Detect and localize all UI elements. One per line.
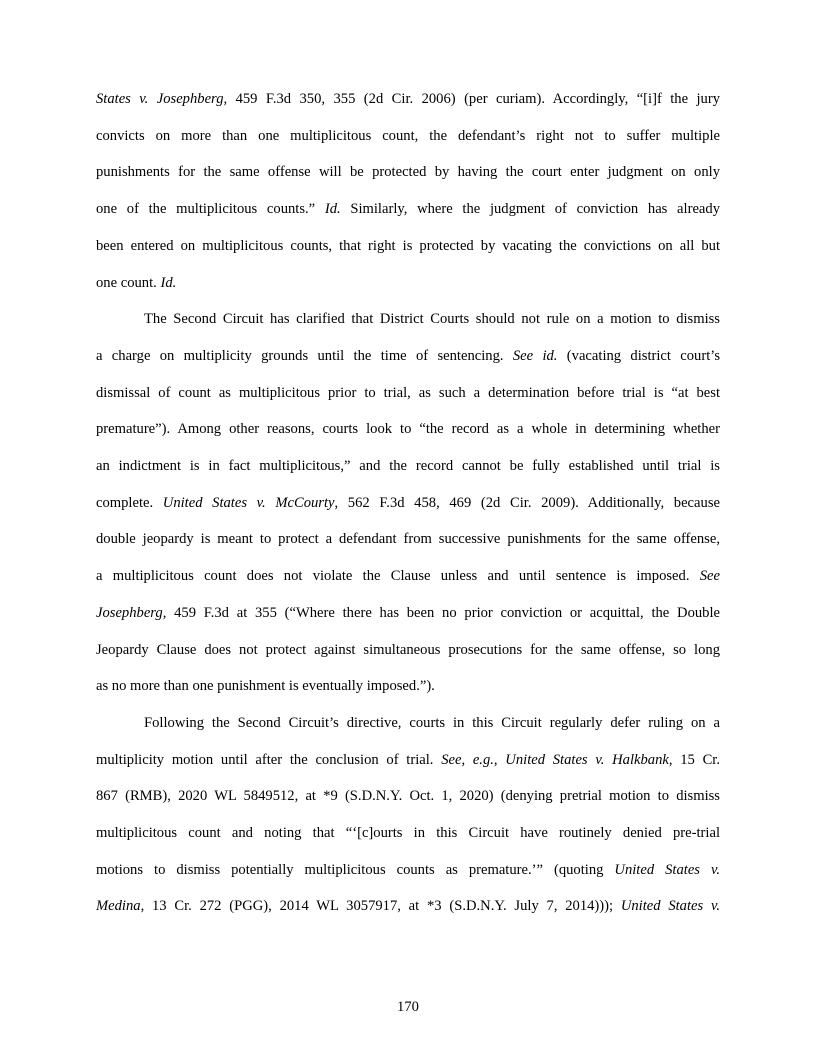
text-line [96,457,720,475]
body-text: multiplicitous count and noting that “‘[c]ourts in this Circuit have routinely denied pre-trial [96,825,720,841]
body-text: punishments for the same offense will be protected by having the court enter judgment on only [96,164,720,181]
body-text: a multiplicitous count does not violate the Clause unless and until sentence is imposed. [96,568,700,585]
text-line [96,127,720,145]
body-text: , 459 F.3d 350, 355 (2d Cir. 2006) (per curiam). Accordingly, “[i]f the jury [223,91,721,107]
citation-text: United States v. Halkbank [505,751,669,768]
body-text: The Second Circuit has clarified that District Courts should not rule on a motion to dismiss [144,311,720,328]
body-text: , 562 F.3d 458, 469 (2d Cir. 2009). Additionally, because [334,494,720,511]
body-text: motions to dismiss potentially multiplicitous counts as premature.’” (quoting [96,861,615,878]
body-text: , 15 Cr. [668,751,721,768]
citation-text: Medina [96,898,141,915]
text-line [96,897,720,915]
citation-text: See [699,568,720,585]
body-text: multiplicity motion until after the conclusion of trial. [96,751,442,768]
body-text: one of the multiplicitous counts.” [96,201,325,218]
body-text: been entered on multiplicitous counts, that right is protected by vacating the convictions on all but [96,237,720,254]
citation-text: States v. Josephberg [96,91,224,107]
body-text: premature”). Among other reasons, courts look to “the record as a whole in determining whether [96,421,720,438]
text-line [96,384,720,402]
citation-text: Id. [324,201,341,218]
text-line [96,567,720,585]
body-text: , [493,751,506,768]
text-line [96,494,720,512]
body-text: one count. [96,274,161,291]
body-text: Following the Second Circuit’s directive, courts in this Circuit regularly defer ruling on a [144,714,720,731]
text-line [96,200,720,218]
text-line [96,420,720,438]
text-line [96,163,720,181]
citation-text: Josephberg [96,604,163,621]
body-text: as no more than one punishment is eventually imposed.”). [96,678,435,695]
body-text: a charge on multiplicity grounds until the time of sentencing. [96,347,513,364]
body-text: , 13 Cr. 272 (PGG), 2014 WL 3057917, at *3 (S.D.N.Y. July 7, 2014))); [140,898,621,915]
body-text: dismissal of count as multiplicitous prior to trial, as such a determination before trial is “at best [96,384,720,401]
text-line [96,714,720,732]
text-line [96,90,720,108]
text-line [96,641,720,659]
body-text: an indictment is in fact multiplicitous,” and the record cannot be fully established until trial is [96,458,720,474]
text-line [96,677,720,695]
citation-text: Id. [160,274,177,291]
citation-text: United States v. [620,898,720,915]
body-text: Jeopardy Clause does not protect against simultaneous prosecutions for the same offense, so long [96,641,720,658]
citation-text: See, e.g. [441,751,494,768]
citation-text: See id. [512,347,558,364]
text-line [96,861,720,879]
body-text: (vacating district court’s [557,347,721,364]
body-text: complete. [96,494,163,511]
body-text: , 459 F.3d at 355 (“Where there has been no prior conviction or acquittal, the Double [162,604,720,621]
body-text: convicts on more than one multiplicitous count, the defendant’s right not to suffer multiple [96,127,720,144]
page-number: 170 [397,999,419,1015]
text-line [96,274,720,292]
body-text: 867 (RMB), 2020 WL 5849512, at *9 (S.D.N.Y. Oct. 1, 2020) (denying pretrial motion to dismiss [96,788,720,805]
text-line [96,530,720,548]
text-line [96,751,720,769]
text-line [96,347,720,365]
text-line [96,824,720,842]
body-text: Similarly, where the judgment of conviction has already [340,201,720,218]
body-text: double jeopardy is meant to protect a defendant from successive punishments for the same offense, [96,531,720,548]
citation-text: United States v. McCourty [162,494,335,511]
text-line [96,604,720,622]
text-line [96,310,720,328]
text-line [96,237,720,255]
citation-text: United States v. [614,861,721,878]
text-line [96,787,720,805]
